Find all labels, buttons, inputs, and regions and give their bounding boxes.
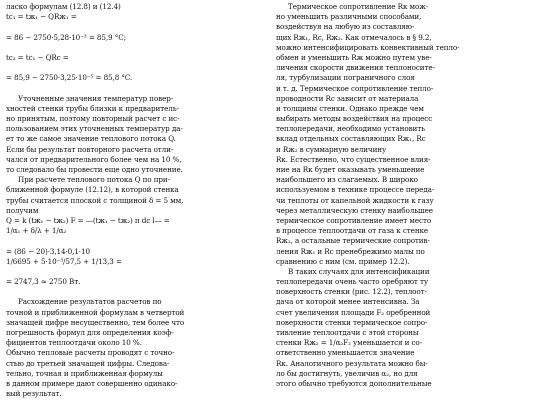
text-line: поверхности стенки термическое сопро- [276,317,428,327]
text-line: и Rж₂ в суммарную величину [276,144,387,154]
text-line: обмен и уменьшить Rж можно путем уве- [276,52,432,62]
text-line: Q = k (tж₁ − tж₂) F = —(tж₁ − tж₂) π dс l— = [6,215,170,225]
text-line: = 85,9 − 2750·3,25·10⁻⁵ = 85,8 °C. [6,73,133,83]
text-line [6,22,258,32]
text-line: можно интенсифицировать конвективный тепло- [276,42,460,52]
text-line: теплопередачи очень часто оребряют ту [276,277,428,287]
text-line [6,84,258,94]
text-line: стью до третьей значащей цифры. Следова- [6,358,170,368]
text-line: хностей стенки трубы близки к предваритель- [6,103,179,113]
text-line: Обычно тепловые расчеты проводят с точно- [6,348,175,358]
text-line: и толщины стенки. Однако прежде чем [276,103,424,113]
text-line [6,236,258,246]
text-line: Rк. Естественно, что существенное влия- [276,154,431,164]
text-line: используемом в технике процессе переда- [276,185,435,195]
text-line: то следовало бы провести еще одно уточнение. [6,165,183,174]
text-line: получим [6,205,39,215]
text-line: Rк. Аналогичного результата можно бы- [276,358,428,368]
text-line: Термическое сопротивление Rк мож- [288,2,429,11]
text-line: ления Rж₁ и Rс пренебрежимо малы по [276,246,425,256]
text-line: = (86 − 20)·3,14·0,1·10 [6,246,90,256]
text-line: ля, турбулизации пограничного слоя [276,73,415,83]
text-line [6,287,258,297]
text-line: проводности Rс зависит от материала [276,93,419,103]
text-line [6,43,258,53]
text-line: в процессе теплоотдачи от газа к стенке [276,226,429,236]
text-line: но уменьшить различными способами, [276,12,422,22]
text-line: выбирать методы воздействия на процесс [276,114,433,124]
text-line: сравнению с ним (см. пример 12.2). [276,256,410,266]
text-line: тивление теплоотдачи с этой стороны [276,328,419,337]
text-line: Если бы результат повторного расчета отли- [6,144,174,154]
text-line: наибольшего из слагаемых. В широко [276,175,418,185]
text-line [6,63,258,73]
text-line: ответственно уменьшается значение [276,348,415,358]
text-line [6,267,258,277]
text-line: точной и приближенной формулам в четвертой [6,307,185,317]
text-line: ближенной формуле (12.12), в которой стенка [6,185,179,195]
text-line: вклад отдельных составляющих Rж₁, Rс [276,134,426,144]
text-line: поверхность стенки (рис. 12.2), теплоот- [276,287,427,297]
text-line: термическое сопротивление имеет место [276,215,432,225]
text-line: Уточненные значения температур повер- [18,93,174,103]
text-line: ло бы достигнуть, увеличив α₂, но для [276,368,418,378]
text-line: дача от которой менее интенсивна. За [276,297,420,307]
text-line: ние на Rк будет оказывать уменьшение [276,165,425,174]
text-line: трубы считается плоской с толщиной δ = 5 мм, [6,195,184,205]
text-line: вый результат. [6,389,62,399]
text-line: = 2747,3 ≈ 2750 Вт. [6,277,81,287]
text-line: но принятым, поэтому повторный расчет с ис- [6,114,180,124]
text-line: ласко формулам (12.8) и (12.4) [6,2,121,11]
right-text-column [276,2,530,389]
text-line: ет то же самое значение теплового потока Q. [6,134,176,144]
text-line: и т. д. Термическое сопротивление тепло- [276,83,434,93]
text-line: этого обычно требуются дополнительные [276,378,432,388]
text-line: через металлическую стенку наибольшее [276,205,433,215]
text-line: стенки Rж₂ = 1/α₂F₂ уменьшается и со- [276,338,422,348]
text-line: Rж₂, а остальные термические сопротив- [276,236,430,246]
text-line: = 86 − 2750·5,28·10⁻³ = 85,9 °C; [6,32,126,42]
text-line: теплопередачи, необходимо установить [276,124,425,134]
text-line: личения скорости движения теплоносите- [276,63,435,73]
text-line: 1/α₁ + δ/λ + 1/α₂ [6,226,67,236]
text-line: tс₂ = tс₁ − QRс = [6,52,69,62]
text-line: Расхождение результатов расчетов по [18,297,162,307]
text-line: воздействуя на любую из составляю- [276,22,415,32]
text-line: В таких случаях для интенсификации [288,266,430,276]
text-line: tс₁ = tж₁ − QRж₁ = [6,12,77,22]
text-line: чался от предварительного более чем на 10 %, [6,154,182,164]
text-line: чи теплоты от капельной жидкости к газу [276,195,434,205]
text-line: в данном примере дают совершенно одинако- [6,378,178,388]
text-line: значащей цифре несущественно, тем более что [6,317,185,327]
text-line: фициентов теплоотдачи около 10 %. [6,338,142,348]
text-line: При расчете теплового потока Q по при- [18,175,170,185]
text-line: 1/6695 + 5·10⁻³/57,5 + 1/13,3 = [6,256,122,266]
text-line: щих Rж₁, Rс, Rж₂. Как отмечалось в § 9.2, [276,32,432,42]
text-line: счет увеличения площади F₂ оребренной [276,307,431,317]
text-line: погрешность формул для определения коэф- [6,328,174,337]
text-line: тельно, точная и приближенная формулы [6,368,163,378]
left-text-column [6,2,258,399]
text-line: пользованием этих уточненных температур да- [6,124,183,134]
